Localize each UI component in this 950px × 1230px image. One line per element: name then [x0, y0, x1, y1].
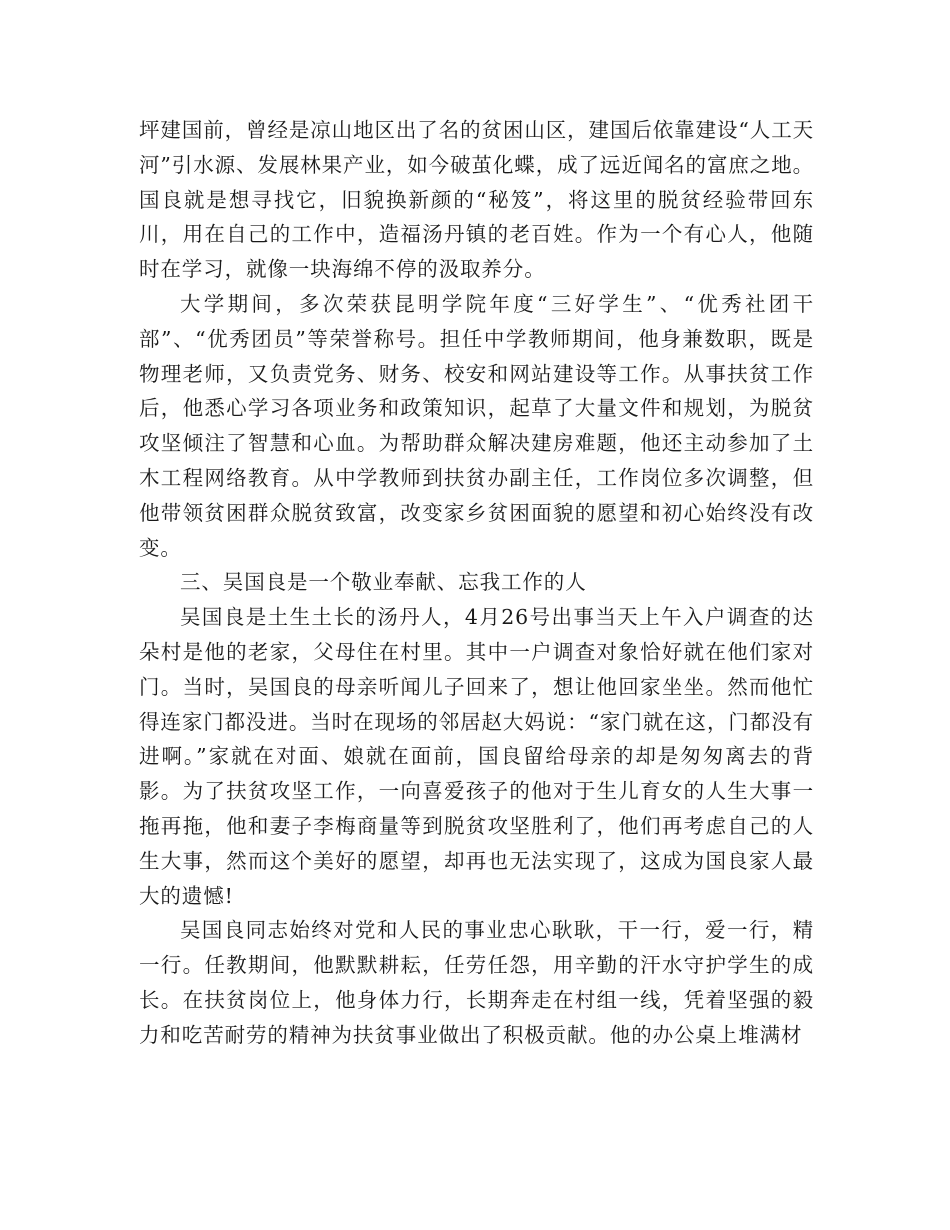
paragraph-continuation: 坪建国前，曾经是凉山地区出了名的贫困山区，建国后依靠建设“人工天河”引水源、发展林果产业，如今破茧化蝶，成了远近闻名的富庶之地。国良就是想寻找它，旧貌换新颜的“秘笈”，将这里的脱贫经验带回东川，用在自己的工作中，造福汤丹镇的老百姓。作为一个有心人，他随时在学习，就像一块海绵不停的汲取养分。	[139, 118, 814, 282]
document-body	[139, 113, 814, 1053]
section-heading-three: 三、吴国良是一个敬业奉献、忘我工作的人	[180, 570, 587, 595]
paragraph-dedication: 吴国良同志始终对党和人民的事业忠心耿耿，干一行，爱一行，精一行。任教期间，他默默耕耘，任劳任怨，用辛勤的汗水守护学生的成长。在扶贫岗位上，他身体力行，长期奔走在村组一线，凭着坚强的毅力和吃苦耐劳的精神为扶贫事业做出了积极贡献。他的办公桌上堆满材	[139, 918, 814, 1047]
paragraph-hometown: 吴国良是土生土长的汤丹人，4月26号出事当天上午入户调查的达朵村是他的老家，父母住在村里。其中一户调查对象恰好就在他们家对门。当时，吴国良的母亲听闻儿子回来了，想让他回家坐坐。然而他忙得连家门都没进。当时在现场的邻居赵大妈说：“家门就在这，门都没有进啊。”家就在对面、娘就在面前，国良留给母亲的却是匆匆离去的背影。为了扶贫攻坚工作，一向喜爱孩子的他对于生儿育女的人生大事一拖再拖，他和妻子李梅商量等到脱贫攻坚胜利了，他们再考虑自己的人生大事，然而这个美好的愿望，却再也无法实现了，这成为国良家人最大的遗憾!	[139, 605, 814, 908]
paragraph-university: 大学期间，多次荣获昆明学院年度“三好学生”、“优秀社团干部”、“优秀团员”等荣誉称号。担任中学教师期间，他身兼数职，既是物理老师，又负责党务、财务、校安和网站建设等工作。从事扶贫工作后，他悉心学习各项业务和政策知识，起草了大量文件和规划，为脱贫攻坚倾注了智慧和心血。为帮助群众解决建房难题，他还主动参加了土木工程网络教育。从中学教师到扶贫办副主任，工作岗位多次调整，但他带领贫困群众脱贫致富，改变家乡贫困面貌的愿望和初心始终没有改变。	[139, 291, 814, 560]
